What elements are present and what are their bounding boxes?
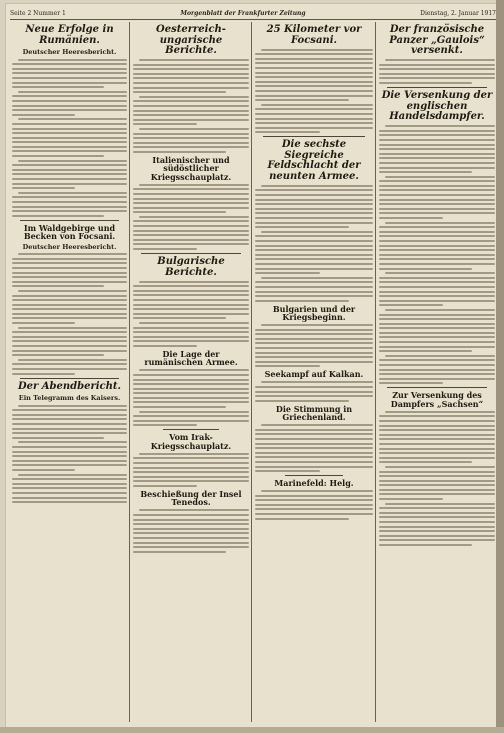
headline: Bulgarische Berichte.: [157, 256, 225, 278]
column-rule: [375, 22, 376, 722]
headline: Der französische Panzer „Gaulois“ versenkt.: [389, 24, 485, 56]
headline: Vom Irak-Kriegsschauplatz.: [150, 432, 232, 451]
article-body: [255, 185, 373, 302]
article-body: [255, 49, 373, 134]
article-body: [379, 411, 495, 546]
article-body: [379, 125, 495, 384]
divider: [285, 475, 343, 476]
headline: Bulgarien und der Kriegsbeginn.: [272, 303, 356, 323]
divider: [263, 136, 365, 137]
headline: 25 Kilometer vor Focsani.: [266, 24, 362, 46]
article-body: [12, 253, 127, 374]
masthead-date: Dienstag, 2. Januar 1917: [420, 9, 496, 17]
column-rule: [251, 22, 252, 722]
article-body: [133, 281, 249, 347]
headline: Im Waldgebirge und Becken von Focsani.: [23, 222, 116, 242]
headline: Beschießung der Insel Tenedos.: [140, 488, 242, 508]
column-2: [133, 22, 249, 722]
column-1: [12, 22, 127, 722]
article-body: [12, 59, 127, 217]
headline: Der Abendbericht.: [17, 380, 122, 392]
page-edge: [0, 727, 504, 733]
article-body: [12, 405, 127, 503]
headline: Die Versenkung der englischen Handelsdampfer.: [381, 90, 493, 123]
headline: Seekampf auf Kalkan.: [264, 369, 364, 380]
divider: [141, 253, 241, 254]
headline: Die sechste Siegreiche Feldschlacht der neunten Armee.: [267, 139, 361, 182]
article-body: [133, 369, 249, 426]
column-rule: [129, 22, 130, 722]
article-body: [379, 59, 495, 84]
masthead: [10, 7, 496, 20]
article-body: [133, 453, 249, 487]
newspaper-page: [6, 4, 500, 727]
article-body: [133, 184, 249, 250]
subheadline: Deutscher Heeresbericht.: [22, 242, 117, 251]
article-body: [255, 381, 373, 401]
headline: Italienischer und südöstlicher Kriegsschauplatz.: [150, 154, 232, 182]
divider: [20, 220, 119, 221]
masthead-title: Morgenblatt der Frankfurter Zeitung: [180, 9, 306, 17]
headline: Die Lage der rumänischen Armee.: [144, 348, 238, 368]
headline: Marinefeld: Helg.: [274, 478, 354, 489]
subheadline: Deutscher Heeresbericht.: [22, 48, 117, 56]
divider: [387, 87, 487, 88]
article-body: [255, 490, 373, 520]
masthead-left: Seite 2 Nummer 1: [10, 9, 66, 17]
headline: Oesterreich-ungarische Berichte.: [156, 24, 226, 56]
subheadline: Ein Telegramm des Kaisers.: [18, 394, 121, 403]
article-body: [133, 59, 249, 153]
column-3: [255, 22, 373, 722]
article-body: [255, 324, 373, 367]
headline: Die Stimmung in Griechenland.: [275, 403, 353, 423]
page-edge: [496, 0, 504, 733]
headline: Neue Erfolge in Rumänien.: [25, 24, 114, 46]
divider: [163, 429, 219, 430]
article-body: [133, 509, 249, 552]
divider: [387, 387, 487, 388]
headline: Zur Versenkung des Dampfers „Sachsen“: [390, 390, 484, 409]
article-body: [255, 424, 373, 472]
column-4: [379, 22, 495, 722]
divider: [20, 378, 119, 379]
